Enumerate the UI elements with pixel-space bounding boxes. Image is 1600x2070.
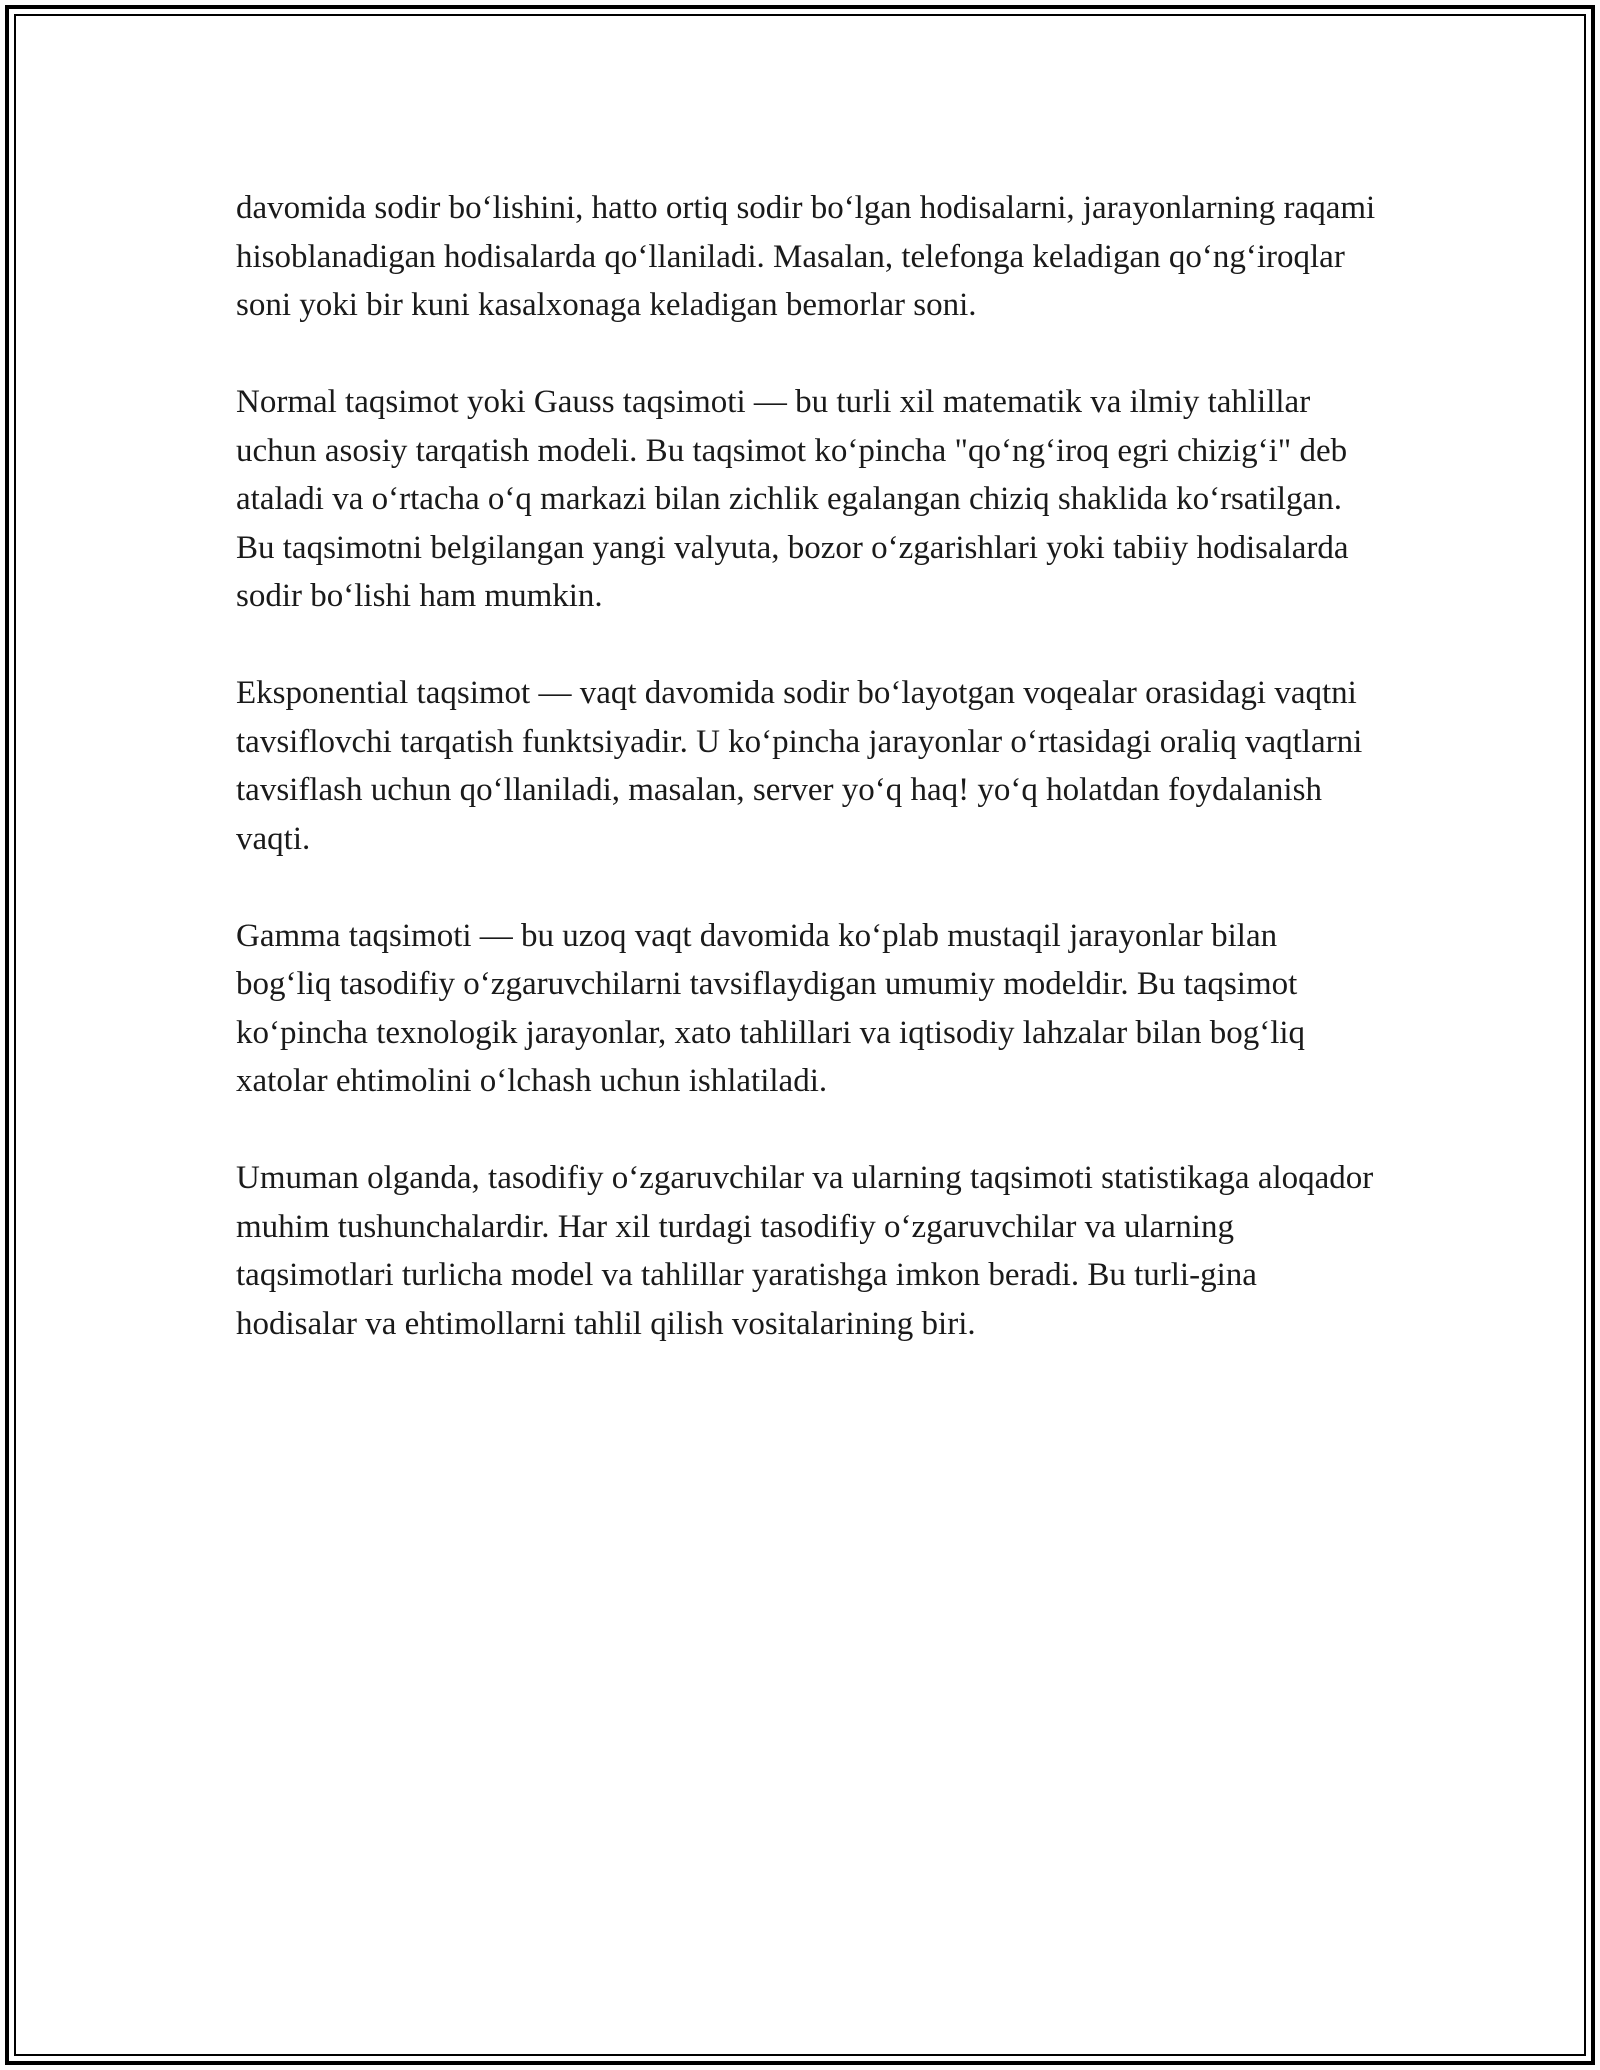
paragraph-exponential-distribution: Eksponential taqsimot — vaqt davomida sodir bo‘layotgan voqealar orasidagi vaqtni tavsiflovchi tarqatish funktsiyadir. U ko‘pincha jarayonlar o‘rtasidagi oraliq vaqtlarni tavsiflash uchun qo‘llaniladi, masalan, server yo‘q haq! yo‘q holatdan foydalanish vaqti. xyxy=(236,675,1363,857)
paragraph-continuation: davomida sodir bo‘lishini, hatto ortiq sodir bo‘lgan hodisalarni, jarayonlarning raqami hisoblanadigan hodisalarda qo‘llaniladi. Masalan, telefonga keladigan qo‘ng‘iroqlar soni yoki bir kuni kasalxonaga keladigan bemorlar soni. xyxy=(236,190,1376,323)
paragraph-normal-distribution: Normal taqsimot yoki Gauss taqsimoti — bu turli xil matematik va ilmiy tahlillar uchun asosiy tarqatish modeli. Bu taqsimot ko‘pincha "qo‘ng‘iroq egri chizig‘i" deb ataladi va o‘rtacha o‘q markazi bilan zichlik egalangan chiziq shaklida ko‘rsatilgan. Bu taqsimotni belgilangan yangi valyuta, bozor o‘zgarishlari yoki tabiiy hodisalarda sodir bo‘lishi ham mumkin. xyxy=(236,384,1349,614)
paragraph-conclusion: Umuman olganda, tasodifiy o‘zgaruvchilar va ularning taqsimoti statistikaga aloqador muhim tushunchalardir. Har xil turdagi tasodifiy o‘zgaruvchilar va ularning taqsimotlari turlicha model va tahlillar yaratishga imkon beradi. Bu turli-gina hodisalar va ehtimollarni tahlil qilish vositalarining biri. xyxy=(236,1160,1374,1342)
paragraph-gamma-distribution: Gamma taqsimoti — bu uzoq vaqt davomida ko‘plab mustaqil jarayonlar bilan bog‘liq tasodifiy o‘zgaruvchilarni tavsiflaydigan umumiy modeldir. Bu taqsimot ko‘pincha texnologik jarayonlar, xato tahlillari va iqtisodiy lahzalar bilan bog‘liq xatolar ehtimolini o‘lchash uchun ishlatiladi. xyxy=(236,917,1306,1099)
document-body xyxy=(236,184,1376,1397)
